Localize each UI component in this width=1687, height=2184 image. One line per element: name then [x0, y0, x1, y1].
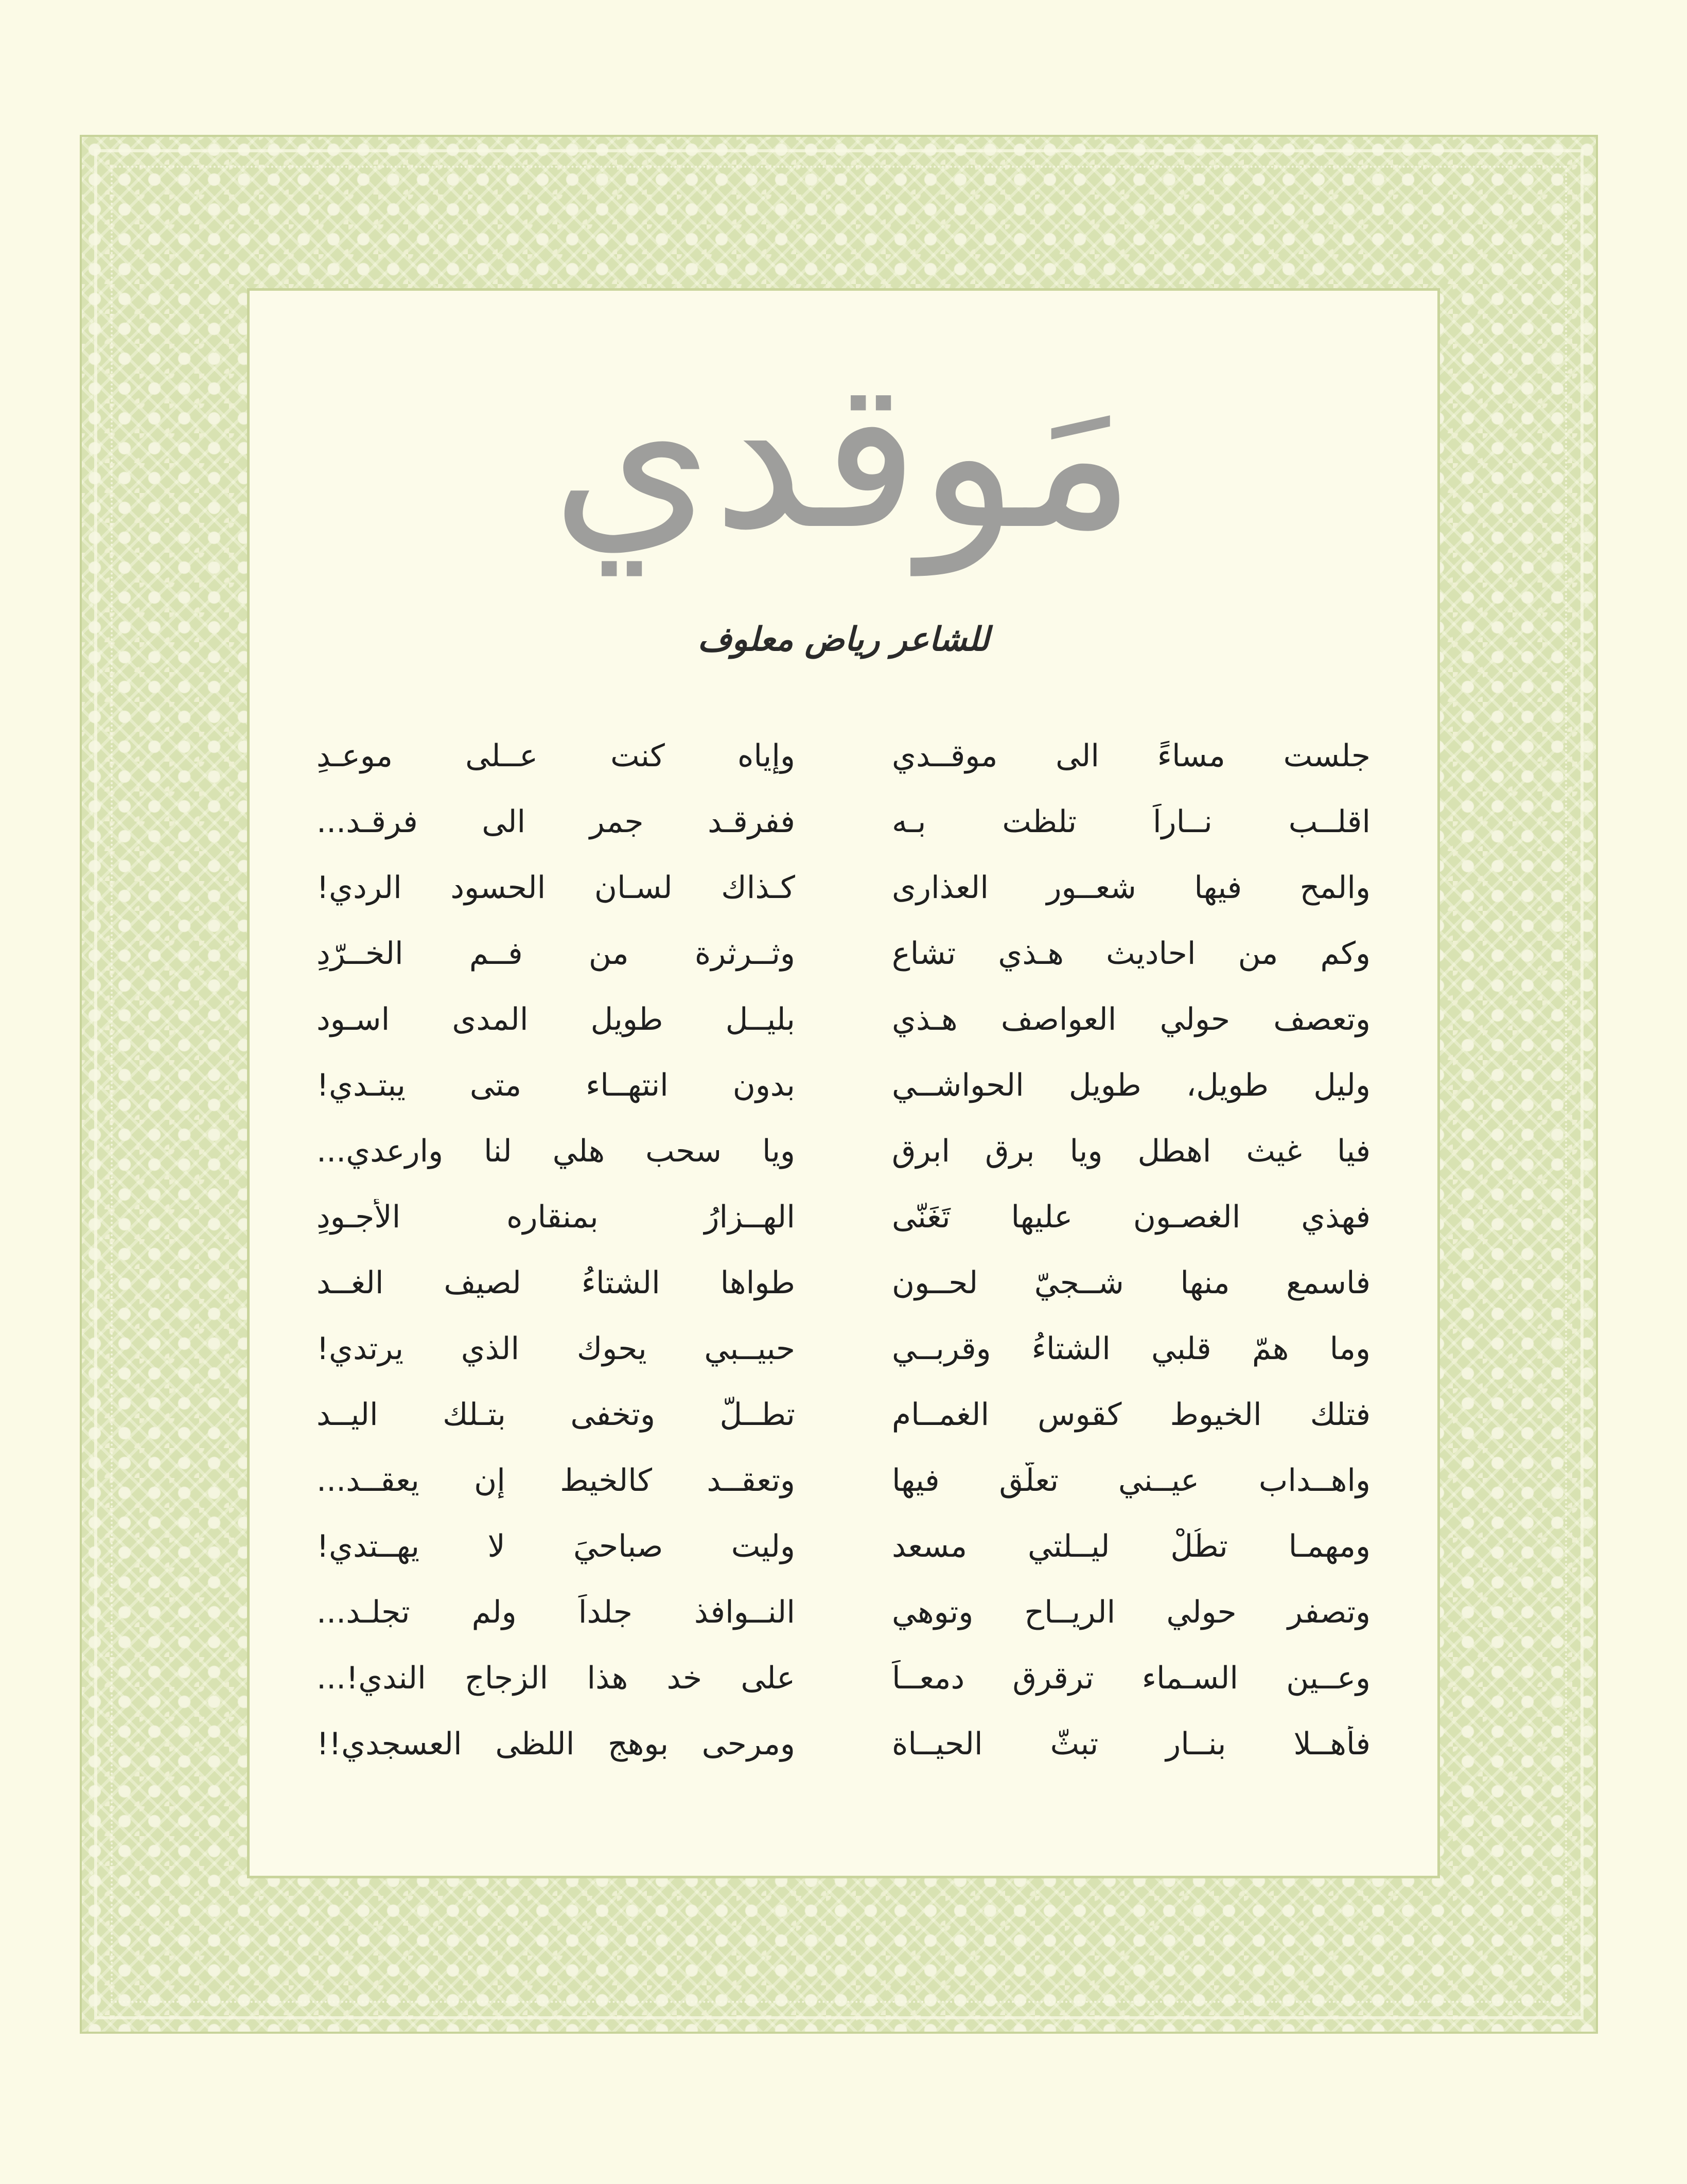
- verse-second-hemistich: وليت صباحيَ لا يهــتدي!: [317, 1528, 795, 1564]
- verse-second-hemistich: بليــل طويل المدى اسـود: [317, 1001, 795, 1037]
- poem-title: مَوقدي: [551, 336, 1136, 575]
- verse-second-hemistich: ففرقـد جمر الى فرقـد...: [317, 804, 795, 840]
- verse-first-hemistich: وما همّ قلبي الشتاءُ وقربــي: [892, 1331, 1370, 1367]
- verse-first-hemistich: فيا غيث اهطل ويا برق ابرق: [892, 1133, 1370, 1169]
- verse-first-hemistich: وتعصف حولي العواصف هـذي: [892, 1001, 1370, 1037]
- verse-first-hemistich: فهذي الغصـون عليها تَغَنّى: [892, 1199, 1370, 1235]
- verse: [317, 723, 1370, 789]
- verse-first-hemistich: وكم من احاديث هـذي تشاع: [892, 936, 1370, 972]
- verse-first-hemistich: فأهــلا بنــار تبثّ الحيــاة: [892, 1726, 1370, 1762]
- verse: [317, 1250, 1370, 1316]
- verse-first-hemistich: جلست مساءً الى موقــدي: [892, 738, 1370, 774]
- verse: [317, 789, 1370, 855]
- verse-second-hemistich: على خد هذا الزجاج الندي!...: [317, 1660, 795, 1696]
- verse: [317, 1382, 1370, 1448]
- verse: [317, 1448, 1370, 1513]
- verse: [317, 1184, 1370, 1250]
- verse: [317, 855, 1370, 921]
- verse-second-hemistich: بدون انتهــاء متى يبتـدي!: [317, 1067, 795, 1103]
- verse-second-hemistich: وإياه كنت عــلى موعـدِ: [317, 738, 795, 774]
- verse-second-hemistich: كـذاك لسـان الحسود الردي!: [317, 870, 795, 906]
- verse: [317, 1118, 1370, 1184]
- verse-second-hemistich: الهــزارُ بمنقاره الأجـودِ: [317, 1199, 795, 1235]
- verse-first-hemistich: وعــين السـماء ترقرق دمعــاً: [892, 1660, 1370, 1696]
- verse-second-hemistich: طواها الشتاءُ لصيف الغــد: [317, 1265, 795, 1301]
- verse-second-hemistich: وثــرثرة من فــم الخــرّدِ: [317, 936, 795, 972]
- verse-second-hemistich: ومرحى بوهج اللظى العسجدي!!: [317, 1726, 795, 1762]
- verse-first-hemistich: واهــداب عيــني تعلّق فيها: [892, 1463, 1370, 1499]
- verse-first-hemistich: وتصفر حولي الريــاح وتوهي: [892, 1594, 1370, 1630]
- verse-second-hemistich: وتعقــد كالخيط إن يعقــد...: [317, 1463, 795, 1499]
- verse: [317, 1316, 1370, 1382]
- verse: [317, 1052, 1370, 1118]
- verse-first-hemistich: فاسمع منها شــجيّ لحــون: [892, 1265, 1370, 1301]
- poem-author: للشاعر رياض معلوف: [697, 620, 990, 659]
- verse-second-hemistich: النــوافذ جلداً ولم تجلـد...: [317, 1594, 795, 1630]
- verse: [317, 1513, 1370, 1579]
- verse-second-hemistich: حبيــبي يحوك الذي يرتدي!: [317, 1331, 795, 1367]
- verse: [317, 1711, 1370, 1777]
- verse-first-hemistich: اقلــب نــاراً تلظت بـه: [892, 804, 1370, 840]
- verse: [317, 921, 1370, 987]
- verse: [317, 987, 1370, 1052]
- verse-first-hemistich: فتلك الخيوط كقوس الغمــام: [892, 1397, 1370, 1433]
- verse-second-hemistich: ويا سحب هلي لنا وارعدي...: [317, 1133, 795, 1169]
- poem-page: [250, 291, 1437, 1876]
- verse-first-hemistich: وليل طويل، طويل الحواشــي: [892, 1067, 1370, 1103]
- poem-body: [317, 723, 1370, 1777]
- verse-first-hemistich: والمح فيها شعــور العذارى: [892, 870, 1370, 906]
- verse: [317, 1645, 1370, 1711]
- verse: [317, 1579, 1370, 1645]
- verse-second-hemistich: تطــلّ وتخفى بتـلك اليــد: [317, 1397, 795, 1433]
- verse-first-hemistich: ومهمـا تطُلْ ليــلتي مسعد: [892, 1528, 1370, 1564]
